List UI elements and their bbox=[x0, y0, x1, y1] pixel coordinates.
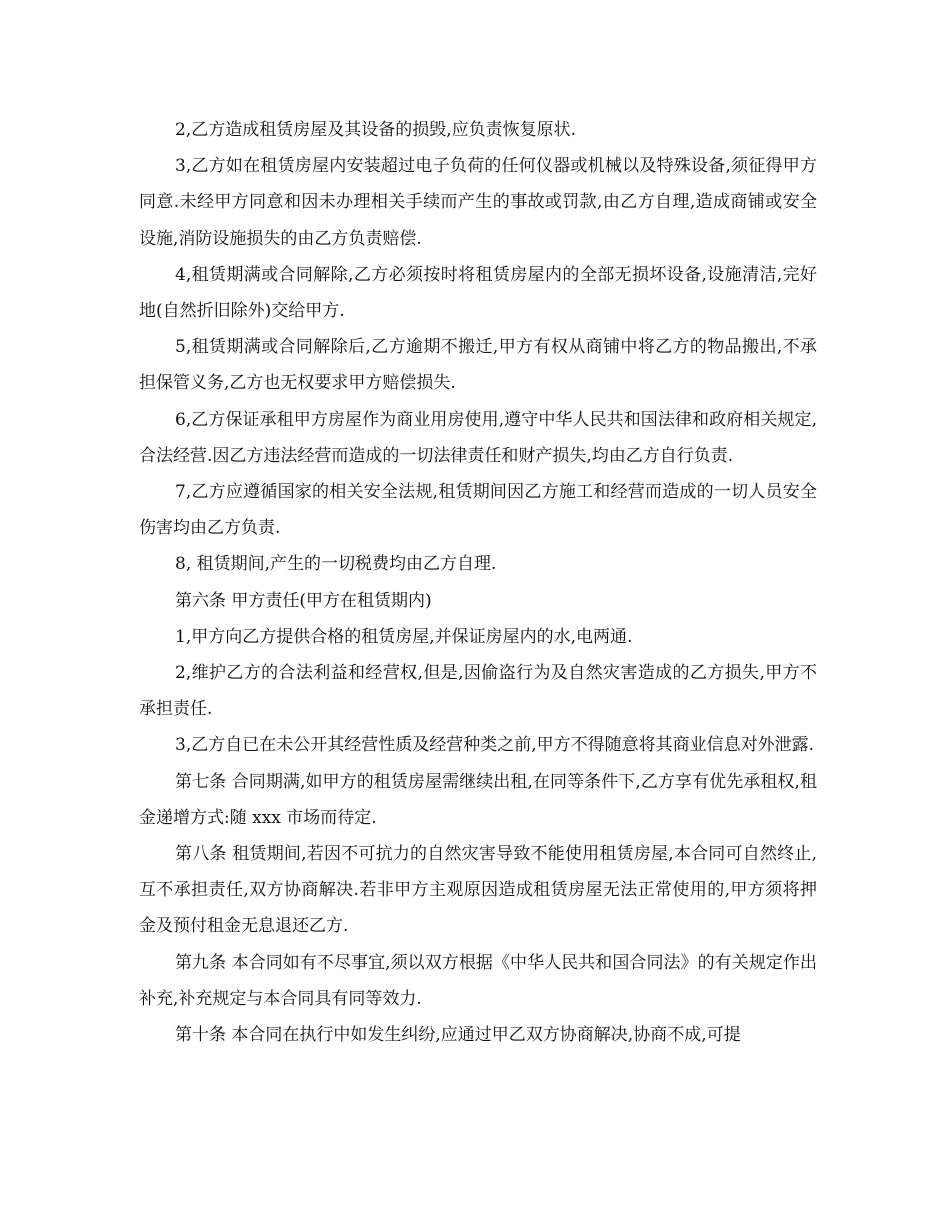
clause-paragraph: 5,租赁期满或合同解除后,乙方逾期不搬迁,甲方有权从商铺中将乙方的物品搬出,不承担保管义务,乙方也无权要求甲方赔偿损失. bbox=[139, 337, 817, 394]
clause-paragraph: 3,乙方如在租赁房屋内安装超过电子负荷的任何仪器或机械以及特殊设备,须征得甲方同意.未经甲方同意和因未办理相关手续而产生的事故或罚款,由乙方自理,造成商铺或安全设施,消防设施损失的由乙方负责赔偿. bbox=[139, 156, 817, 249]
clause-paragraph: 7,乙方应遵循国家的相关安全法规,租赁期间因乙方施工和经营而造成的一切人员安全伤害均由乙方负责. bbox=[139, 482, 817, 539]
article-heading: 第六条 甲方责任(甲方在租赁期内) bbox=[175, 590, 432, 611]
clause-paragraph: 4,租赁期满或合同解除,乙方必须按时将租赁房屋内的全部无损坏设备,设施清洁,完好地(自然折旧除外)交给甲方. bbox=[139, 264, 817, 322]
clause-paragraph: 6,乙方保证承租甲方房屋作为商业用房使用,遵守中华人民共和国法律和政府相关规定,合法经营.因乙方违法经营而造成的一切法律责任和财产损失,均由乙方自行负责. bbox=[139, 409, 817, 466]
clause-paragraph: 3,乙方自已在未公开其经营性质及经营种类之前,甲方不得随意将其商业信息对外泄露. bbox=[175, 735, 815, 756]
clause-paragraph: 1,甲方向乙方提供合格的租赁房屋,并保证房屋内的水,电两通. bbox=[175, 626, 633, 647]
article-paragraph: 第八条 租赁期间,若因不可抗力的自然灾害导致不能使用租赁房屋,本合同可自然终止,互不承担责任,双方协商解决.若非甲方主观原因造成租赁房屋无法正常使用的,甲方须将押金及预付租金无息退还乙方. bbox=[139, 844, 817, 937]
article-paragraph: 第九条 本合同如有不尽事宜,须以双方根据《中华人民共和国合同法》的有关规定作出补充,补充规定与本合同具有同等效力. bbox=[139, 952, 817, 1009]
clause-paragraph: 2,乙方造成租赁房屋及其设备的损毁,应负责恢复原状. bbox=[175, 120, 577, 140]
clause-paragraph: 2,维护乙方的合法利益和经营权,但是,因偷盗行为及自然灾害造成的乙方损失,甲方不承担责任. bbox=[139, 663, 817, 720]
article-paragraph: 第七条 合同期满,如甲方的租赁房屋需继续出租,在同等条件下,乙方享有优先承租权,租金递增方式:随 xxx 市场而待定. bbox=[139, 771, 817, 828]
clause-paragraph: 8, 租赁期间,产生的一切税费均由乙方自理. bbox=[175, 554, 497, 575]
document-body bbox=[139, 112, 817, 1053]
article-paragraph: 第十条 本合同在执行中如发生纠纷,应通过甲乙双方协商解决,协商不成,可提 bbox=[175, 1025, 741, 1046]
